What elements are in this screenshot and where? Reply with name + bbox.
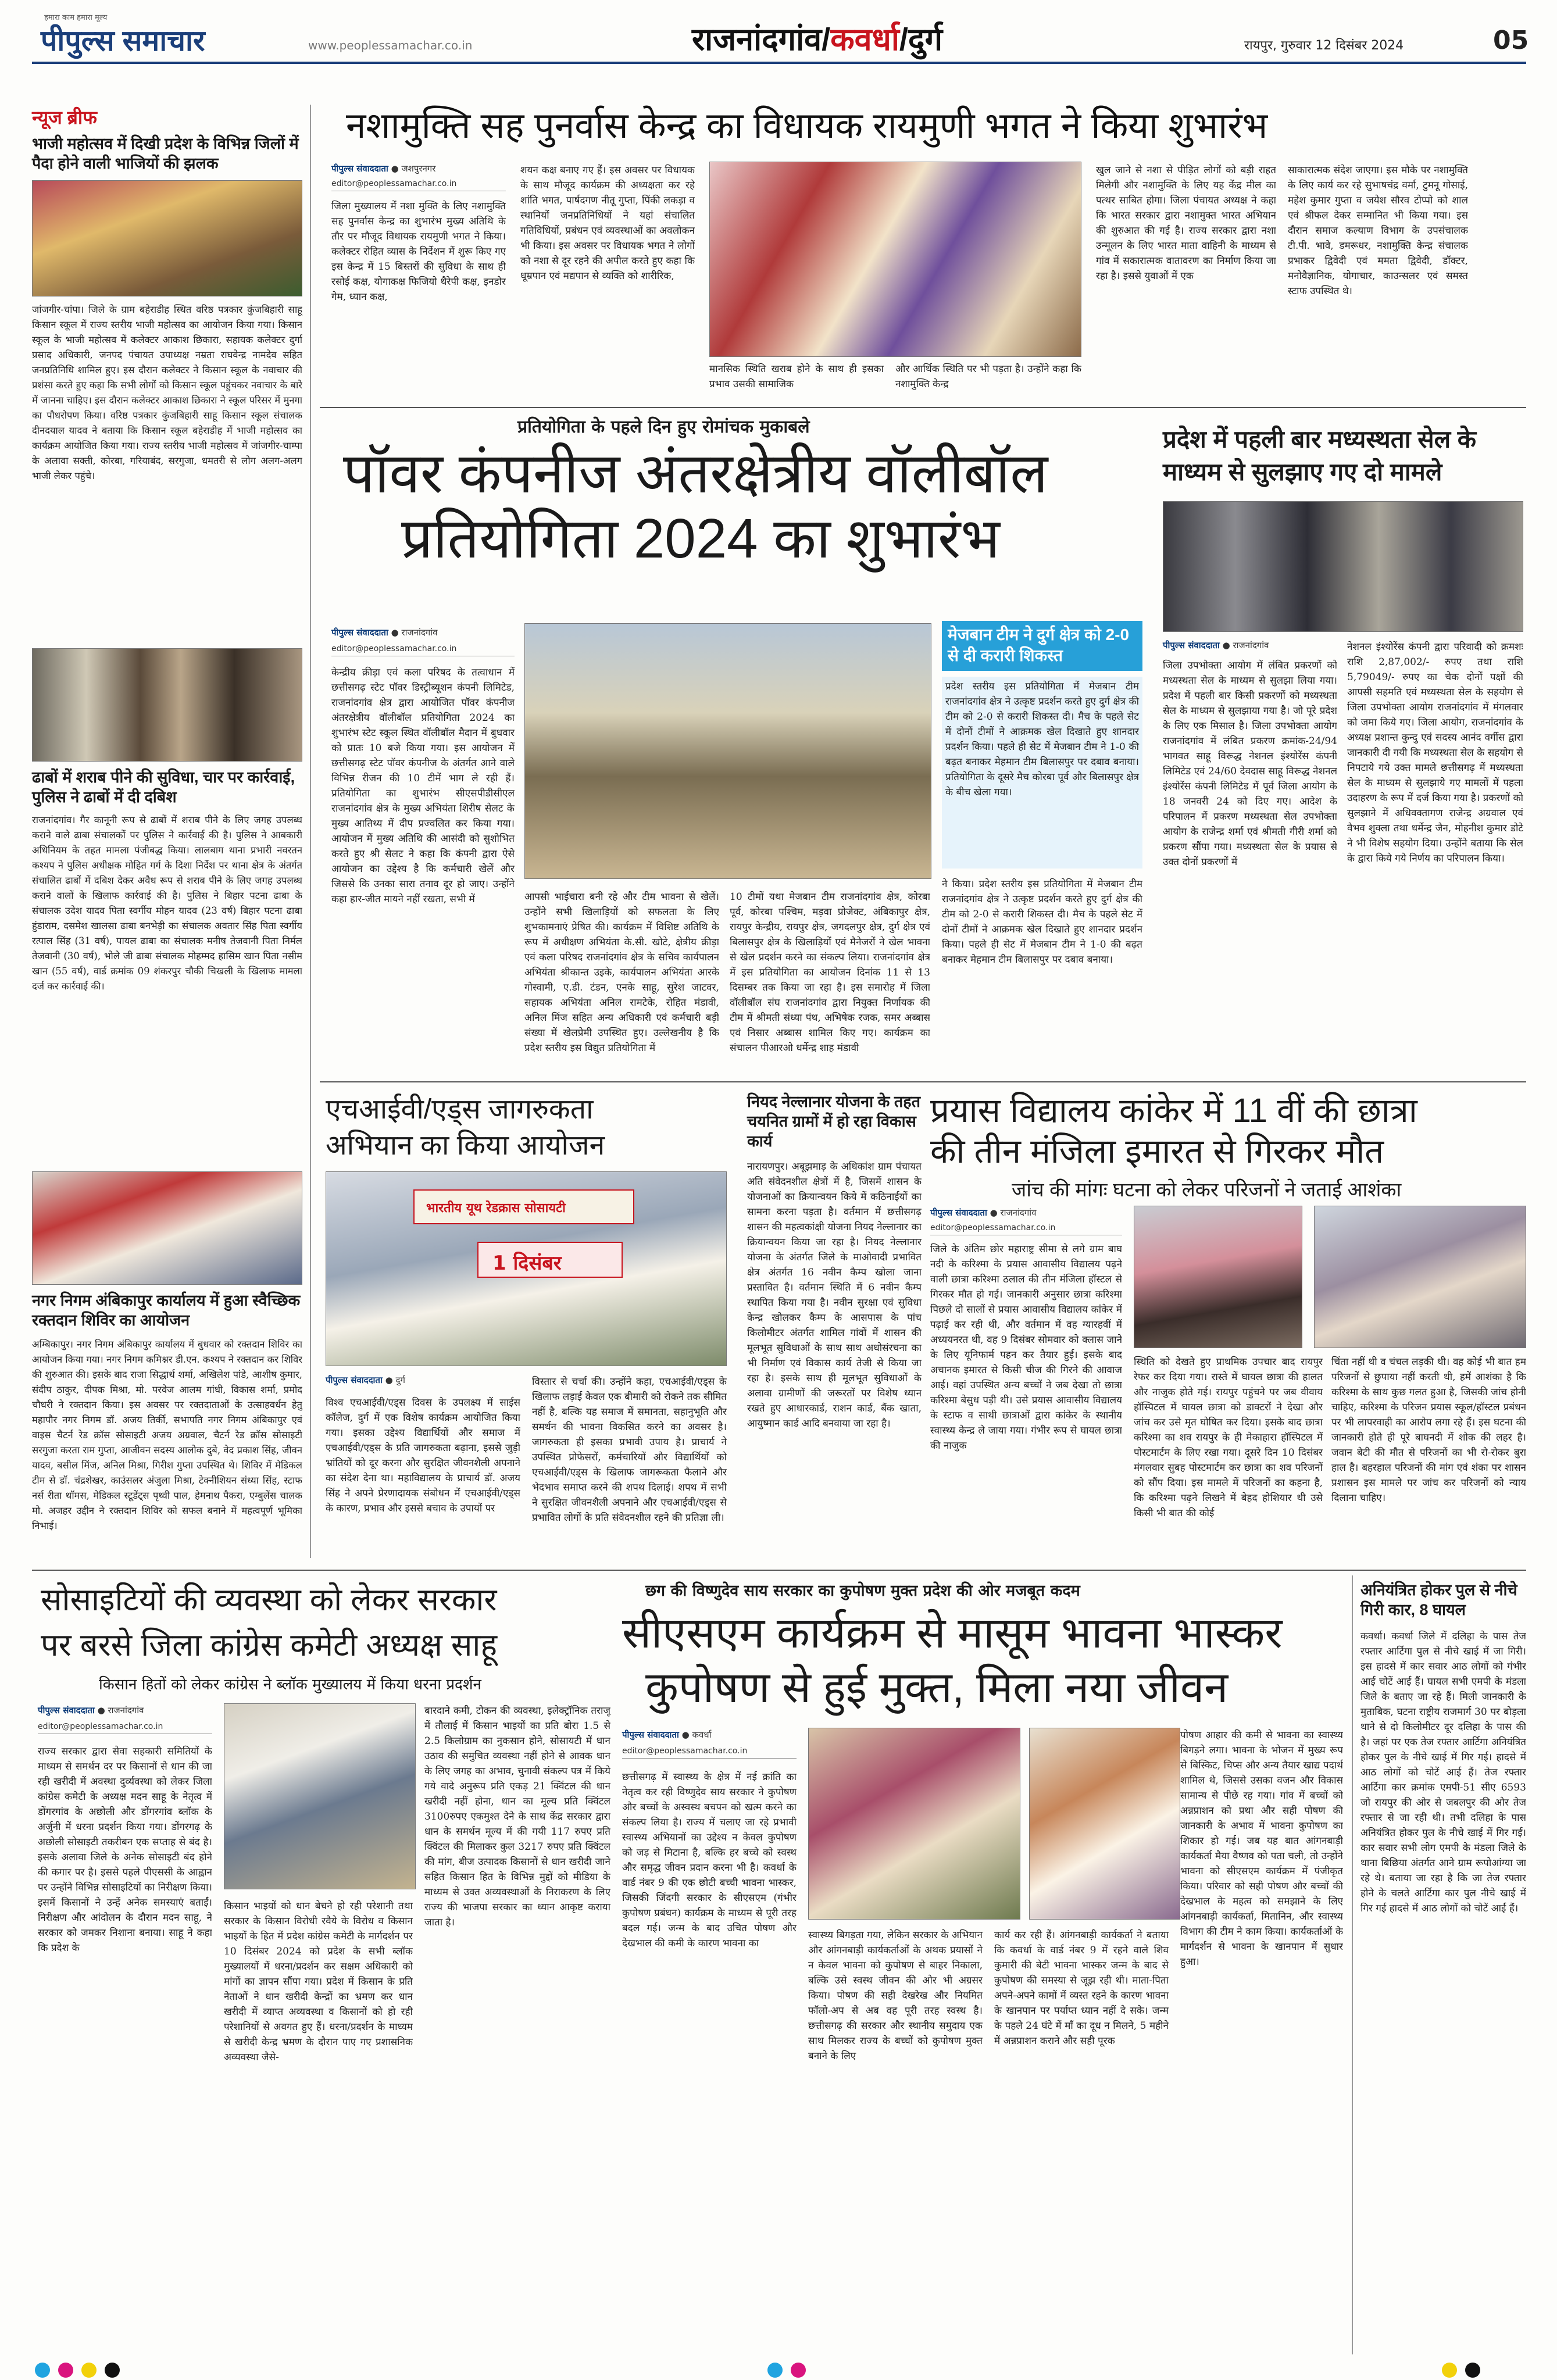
registration-dot-yellow: [81, 2363, 97, 2378]
byline-place: राजनांदगांव: [108, 1705, 144, 1716]
top-story-photo: [709, 162, 1081, 357]
brief2-photo: [32, 648, 302, 762]
top-story-col1: जिला मुख्यालय में नशा मुक्ति के लिए नशामुक्ति सह पुनर्वास केन्द्र का शुभारंभ मुख्य अतिथि के तौर पर मौजूद विधायक रायमुणी भगत ने किया। कलेक्टर रोहित व्यास के निर्देशन में शुरू किए गए इस केन्द्र में 15 बिस्तरों की सुविधा के साथ ही रसोई कक्ष, योगाकक्ष फिजियो थैरेपी कक्ष, इनडोर गेम, ध्यान कक्ष,: [331, 201, 506, 303]
news-brief-column: [32, 105, 302, 1531]
news-brief-text: न्यूज ब्रीफ: [32, 107, 97, 128]
hiv-date-banner: [477, 1242, 623, 1278]
sidebox-header: [942, 621, 1142, 671]
prayas-col1: जिले के अंतिम छोर महाराष्ट्र सीमा से लगे ग्राम बाघ नदी के करिश्मा के प्रयास आवासीय विद्यालय पढ़ने वाली छात्रा करिश्मा ठलाल की तीन मंजिला हॉस्टल से गिरकर मौत हो गई। जानकारी अनुसार छात्रा करिश्मा पिछले दो सालों से प्रयास आवासीय विद्यालय कांकेर में पढ़ाई कर रही थी, और वर्तमान में वह ग्यारहवीं में अध्ययनरत थी, वह 9 दिसंबर सोमवार को क्लास जाने के लिए यूनिफार्म पहन कर तैयार हुई। इसके बाद अचानक इमारत से किसी चीज की गिरने की आवाज आई। वहां उपस्थित अन्य बच्चों ने जब देखा तो छात्रा करिश्मा बेसुध पड़ी थी। उसे प्रयास आवासीय विद्यालय के स्टाफ व साथी छात्राओं द्वारा कांकेर के स्थानीय स्वास्थ्य केन्द्र ले जाया गया। गंभीर रूप से घायल छात्रा की नाजुक: [930, 1243, 1122, 1452]
mediation-col1: जिला उपभोक्ता आयोग में लंबित प्रकरणों को मध्यस्थता सेल के माध्यम से सुलझा लिया गया। प्रदेश में पहली बार किसी प्रकरणों को मध्यस्थता सेल के माध्यम से सुलझाया गया है। जो पूरे प्रदेश के लिए एक मिसाल है। जिला उपभोक्ता आयोग राजनांदगांव में लंबित प्रकरण क्रमांक-24/94 भागवत साहू विरूद्ध नेशनल इंश्योरेंस कंपनी लिमिटेड एवं 24/60 देवदास साहू विरूद्ध नेशनल इंश्योरेंस कंपनी लिमिटेड में पूर्व जिला आयोग के 18 जनवरी 24 को दिए गए। आदेश के परिपालन में प्रकरण मध्यस्थता सेल उपभोक्ता आयोग के राजेन्द्र शर्मा एवं श्रीमती गीरी शर्मा को प्रकरण सौंपा गया। मध्यस्थता सेल के प्रयास से उक्त दोनों प्रकरणों में: [1163, 660, 1337, 868]
hiv-banner-text: भारतीय यूथ रेडक्रास सोसायटी: [426, 1201, 566, 1216]
accident-body: कवर्धा। कवर्धा जिले में दलिहा के पास तेज रफ्तार आर्टिगा पुल से नीचे खाई में जा गिरी। इस हादसे में कार सवार आठ लोगों को गंभीर आई चोटें आई हैं। घायल सभी एमपी के मंडला जिले के बताए जा रहे हैं। मिली जानकारी के मुताबिक, घटना राष्ट्रीय राजमार्ग 30 पर बोड़ला थाने से दो किलोमीटर दूर दलिहा के पास की है। जहां पर एक तेज रफ्तार आर्टिगा अनियंत्रित होकर पुल के नीचे खाई में गिर गई। हादसे में आठ लोगों को चोटें आई हैं। तेज रफ्तार आर्टिगा कार क्रमांक एमपी-51 सीए 6593 जो रायपुर की ओर से जबलपुर की ओर तेज रफ्तार से जा रही थी। तभी दलिहा के पास अनियंत्रित होकर पुल के नीचे खाई में गिर गई। कार सवार सभी लोग एमपी के मंडला जिले के थाना बिछिया अंतर्गत आने ग्राम रूपोआंग्या जा रहे थे। बताया जा रहा है कि जा तेज रफ्तार होने के चलते आर्टिगा कार पुल नीचे खाई में गिर गई हादसे में आठ लोगों को चोटें आईं हैं।: [1360, 1631, 1526, 1914]
registration-dot-yellow-2: [1442, 2363, 1457, 2378]
city-part-2: कवर्धा: [830, 22, 899, 57]
brief2-body: राजनांदगांव। गैर कानूनी रूप से ढाबों में शराब पीने के लिए जगह उपलब्ध कराने वाले ढाबा संचालकों पर पुलिस ने कार्रवाई की है। पुलिस ने आबकारी अधिनियम के तहत मामला पंजीबद्ध किया। लालबाग थाना प्रभारी नवरतन कश्यप ने पुलिस अधीक्षक मोहित गर्ग के दिशा निर्देश पर थाना क्षेत्र के अंतर्गत संचालित ढाबों में दबिश देकर अवैध रूप से शराब पीने के लिए जगह उपलब्ध कराने वालों के खिलाफ कार्रवाई की है। पुलिस ने बिहार पटना ढाबा के संचालक उदेश यादव पिता स्वर्गीय मोहन यादव (23 वर्ष) बिहार पटना ढाबा हुंडाराम, दसमेश खालसा ढाबा बनभेड़ी का संचालक अवतार सिंह पिता स्वर्गीय रत्पाल सिंह (31 वर्ष), पायल ढाबा का संचालक मनीष तेजवानी पिता निर्मल तेजवानी (30 वर्ष), भोले जी ढाबा संचालक मोहम्मद हासिम खान पिता नसीम खान (55 वर्ष), वार्ड क्रमांक 09 शंकरपुर चौकी चिखली के खिलाफ मामला दर्ज कर कार्रवाई की।: [32, 814, 302, 992]
byline-place: दुर्ग: [395, 1375, 405, 1385]
cmam-headline-1: सीएसएम कार्यक्रम से मासूम भावना भास्कर: [622, 1609, 1283, 1657]
cmam-photo-1: [808, 1728, 1020, 1920]
hiv-story: [320, 1087, 738, 1570]
registration-dot-black: [105, 2363, 120, 2378]
sidebox-body: ने किया। प्रदेश स्तरीय इस प्रतियोगिता में मेजबान टीम राजनांदगांव क्षेत्र ने उत्कृष्ट प्रदर्शन करते हुए दुर्ग क्षेत्र की टीम को 2-0 से करारी शिकस्त दी। मैच के पहले सेट में दोनों टीमों ने आक्रमक खेल दिखाते हुए शानदार प्रदर्शन किया। पहले ही सेट में मेजबान टीम ने 1-0 की बढ़त बनाकर मेहमान टीम बिलासपुर पर दबाव बनाया।: [942, 878, 1142, 966]
print-registration-bar: [0, 2360, 1557, 2380]
top-story-headline: नशामुक्ति सह पुनर्वास केन्द्र का विधायक रायमुणी भगत ने किया शुभारंभ: [346, 106, 1268, 146]
congress-subhead: किसान हितों को लेकर कांग्रेस ने ब्लॉक मुख्यालय में किया धरना प्रदर्शन: [99, 1676, 481, 1693]
top-story-col2: शयन कक्ष बनाए गए हैं। इस अवसर पर विधायक के साथ मौजूद कार्यक्रम की अध्यक्षता कर रहे शांति भगत, पार्षदगण नीतू गुप्ता, पिंकी लकड़ा व स्थानियों जनप्रतिनिधियों ने यहां संचालित गतिविधियों, प्रबंधन एवं व्यवस्थाओं का अवलोकन भी किया। इस अवसर पर विधायक भगत ने लोगों को नशा से दूर रहने की अपील करते हुए कहा कि धूम्रपान एवं मद्यपान से व्यक्ति को शारीरिक,: [520, 165, 695, 282]
sidebox-highlight: प्रदेश स्तरीय इस प्रतियोगिता में मेजबान टीम राजनांदगांव क्षेत्र ने उत्कृष्ट प्रदर्शन करते हुए दुर्ग क्षेत्र की टीम को 2-0 से करारी शिकस्त दी। मैच के पहले सेट में दोनों टीमों ने आक्रमक खेल दिखाते हुए शानदार प्रदर्शन किया। पहले ही सेट में मेजबान टीम ने 1-0 की बढ़त बनाकर मेहमान टीम बिलासपुर पर दबाव बनाया। प्रतियोगिता के दूसरे मैच कोरबा पूर्व और बिलासपुर क्षेत्र के बीच खेला गया।: [942, 677, 1142, 869]
registration-dot-cyan-2: [767, 2363, 783, 2378]
byline-label: पीपुल्स संवाददाता: [930, 1207, 987, 1218]
mediation-photo: [1163, 501, 1523, 632]
byline-place: राजनांदगांव: [1233, 640, 1269, 651]
top-story-col6: साकारात्मक संदेश जाएगा। इस मौके पर नशामुक्ति के लिए कार्य कर रहे सुभाषचंद्र वर्मा, टुमनू गोसाई, महेश कुमार गुप्ता व जयेश सौरव टोप्पो को शाल एवं श्रीफल देकर सम्मानित भी किया गया। इस दौरान समाज कल्याण विभाग के उपसंचालक टी.पी. भावे, डमरूधर, नशामुक्ति केन्द्र संचालक प्रभाकर द्विवेदी एवं ममता द्विवेदी, डॉक्टर, मनोवैज्ञानिक, योगाचार, काउन्सलर एवं समस्त स्टाफ उपस्थित थे।: [1288, 165, 1468, 297]
cmam-col1: स्वास्थ्य बिगड़ता गया, लेकिन सरकार के अभियान और आंगनबाड़ी कार्यकर्ताओं के अथक प्रयासों ने न केवल भावना को कुपोषण से बाहर निकाला, बल्कि उसे स्वस्थ जीवन की ओर भी अग्रसर किया। पोषण की सही देखरेख और नियमित फॉलो-अप से अब वह पूरी तरह स्वस्थ है। छत्तीसगढ़ की सरकार और स्थानीय समुदाय एक साथ मिलकर राज्य के बच्चों को कुपोषण मुक्त बनाने के लिए: [808, 1929, 983, 2062]
masthead-tagline: हमारा काम हमारा मूल्य: [44, 13, 108, 22]
byline-label: पीपुल्स संवाददाता: [326, 1375, 383, 1385]
byline-label: पीपुल्स संवाददाता: [331, 627, 388, 638]
prayas-photo-portrait: [1134, 1206, 1302, 1348]
volleyball-headline-2: प्रतियोगिता 2024 का शुभारंभ: [401, 508, 1000, 570]
congress-col2: किसान भाइयों को धान बेचने हो रही परेशानी तथा सरकार के किसान विरोधी रवैये के विरोध व किसान भाइयों के हित में प्रदेश कांग्रेस कमेटी के मार्गदर्शन पर 10 दिसंबर 2024 को प्रदेश के सभी ब्लॉक मुख्यालयों में धरना/प्रदर्शन कर सक्षम अधिकारी को मांगों का ज्ञापन सौंपा गया। प्रदेश में किसान के प्रति नेताओं ने धान खरीदी केन्द्रों का भ्रमण कर धान खरीदी में व्याप्त अव्यवस्था व किसानों को हो रही परेशानियों से अवगत हुए हैं। धरना/प्रदर्शन के माध्यम से खरीदी केन्द्र भ्रमण के दौरान पाए गए प्रशासनिक अव्यवस्था जैसे-: [224, 1900, 413, 2063]
city-part-3: /दुर्ग: [899, 22, 942, 57]
brief3-photo: [32, 1171, 302, 1285]
mid-horizontal-rule: [320, 1081, 1526, 1082]
masthead: [0, 0, 1557, 64]
hiv-col1: विश्व एचआईवी/एड्स दिवस के उपलक्ष्य में साईस कॉलेज, दुर्ग में एक विशेष कार्यक्रम आयोजित किया गया। इसका उद्देश्य विद्यार्थियों और समाज में एचआईवी/एड्स के प्रति जागरुकता बढ़ाना, इससे जुड़ी भ्रांतियों को दूर करना और सुरक्षित जीवनशैली अपनाने का संदेश देना था। महाविद्यालय के प्राचार्य डॉ. अजय सिंह ने अपने प्रेरणादायक संबोधन में एचआईवी/एड्स के कारण, प्रभाव और इससे बचाव के उपायों पर: [326, 1397, 520, 1514]
prayas-col2: स्थिति को देखते हुए प्राथमिक उपचार बाद रायपुर रेफर कर दिया गया। रास्ते में घायल छात्रा की हालत और नाजुक होते गई। रायपुर पहुंचने पर जब वीवाय हॉस्पिटल में घायल छात्रा को डाक्टरों ने देखा और जांच कर उसे मृत घोषित कर दिया। इसके बाद छात्रा करिश्मा का शव रायपुर के ही मेकाहारा हॉस्पिटल में पोस्टमार्टम के लिए रखा गया। दूसरे दिन 10 दिसंबर मंगलवार सुबह पोस्टमार्टम कर छात्रा का शव परिजनों को सौंप दिया। इस मामले में परिजनों का कहना है, कि करिश्मा पढ़ने लिखने में बेहद होशियार थी उसे किसी भी बात की कोई: [1134, 1356, 1323, 1519]
top-story-byline: पीपुल्स संवाददाता ● जशपुरनगर: [331, 163, 436, 174]
prayas-subhead: जांच की मांगः घटना को लेकर परिजनों ने जताई आशंका: [1012, 1179, 1402, 1201]
cmam-story: [622, 1575, 1346, 2354]
city-header: [692, 16, 942, 59]
prayas-byline: पीपुल्स संवाददाता ● राजनांदगांव: [930, 1207, 1037, 1218]
hiv-byline: पीपुल्स संवाददाता ● दुर्ग: [326, 1375, 405, 1385]
byline-label: पीपुल्स संवाददाता: [38, 1705, 95, 1716]
byline-label: पीपुल्स संवाददाता: [331, 163, 388, 174]
brief1-headline: भाजी महोत्सव में दिखी प्रदेश के विभिन्न जिलों में पैदा होने वाली भाजियों की झलक: [32, 135, 299, 172]
mediation-byline: पीपुल्स संवाददाता ● राजनांदगांव: [1163, 640, 1269, 651]
byline-place: कवर्धा: [692, 1729, 712, 1740]
volleyball-sidebox: [942, 621, 1142, 1074]
cmam-kicker: छग की विष्णुदेव साय सरकार का कुपोषण मुक्त प्रदेश की ओर मजबूत कदम: [645, 1582, 1080, 1600]
byline-label: पीपुल्स संवाददाता: [1163, 640, 1220, 651]
cmam-col3: पोषण आहार की कमी से भावना का स्वास्थ्य बिगड़ने लगा। भावना के भोजन में मुख्य रूप से बिस्किट, चिप्स और अन्य तैयार खाद्य पदार्थ शामिल थे, जिससे उसका वजन और विकास सामान्य से पीछे रह गया। गांव में बच्चों को अन्नप्राशन को प्रथा और सही पोषण की जानकारी के अभाव में भावना कुपोषण का शिकार हो गई। जब यह बात आंगनबाड़ी कार्यकर्ता मैया वैष्णव को पता चली, तो उन्होंने भावना को सीएसएम कार्यक्रम में पंजीकृत किया। परिवार को सही पोषण और बच्चों की देखभाल के महत्व को समझाने के लिए आंगनबाड़ी कार्यकर्ता, मितानिन, और स्वास्थ्य विभाग की टीम ने काम किया। कार्यकर्ताओं के मार्गदर्शन से भावना के खानपान में सुधार हुआ।: [1180, 1729, 1343, 1968]
registration-dot-cyan: [35, 2363, 50, 2378]
brief-column-divider: [310, 105, 311, 1558]
byline-place: राजनांदगांव: [401, 627, 438, 638]
top-story-email[interactable]: editor@peoplessamachar.co.in: [331, 179, 506, 191]
congress-col3: बारदाने कमी, टोकन की व्यवस्था, इलेक्ट्रॉनिक तराजू में तौलाई में किसान भाइयों का प्रति बोरा 1.5 से 2.5 किलोग्राम का नुकसान होने, सोसायटी में धान उठाव की समुचित व्यवस्था नहीं होने से आवक धान के लिए जगह का अभाव, चुनावी संकल्प पत्र में किये गये वादे अनुरूप प्रति एकड़ 21 क्विंटल की धान खरीदी नहीं होना, धान का मूल्य प्रति क्विंटल 3100रुपए एकमुश्त देने के साथ केंद्र सरकार द्वारा धान के समर्थन मूल्य में की गयी 117 रुपए प्रति क्विंटल की मिलाकर कुल 3217 रुपए प्रति क्विंटल की मांग, बीज उत्पादक किसानों से धान खरीदी जाने सहित किसान हित के विभिन्न मुद्दों को मीडिया के माध्यम से उक्त अव्यवस्थाओं के निराकरण के लिए राज्य की भाजपा सरकार का ध्यान आकृष्ट कराया जाता है।: [424, 1705, 610, 1928]
congress-headline-2: पर बरसे जिला कांग्रेस कमेटी अध्यक्ष साहू: [41, 1628, 497, 1663]
registration-dot-magenta: [58, 2363, 73, 2378]
page-number: 05: [1493, 26, 1529, 55]
hiv-banner-date: 1 दिसंबर: [492, 1252, 562, 1275]
hiv-photo: [326, 1171, 727, 1366]
paper-name: पीपुल्स समाचार: [41, 24, 205, 57]
lower-horizontal-rule: [32, 1570, 1526, 1571]
website-url[interactable]: www.peoplessamachar.co.in: [308, 38, 473, 52]
niyad-body: नारायणपुर। अबूझमाड़ के अधिकांश ग्राम पंचायत अति संवेदनशील क्षेत्रों में है, जिसमें शासन के योजनाओं का क्रियान्वयन किये में कठिनाईयों का सामना करना पड़ता है। वर्तमान में छत्तीसगढ़ शासन की महत्वकांक्षी योजना नियद नेल्लानार का क्रियान्वयन किया जा रहा है। नियद नेल्लानार योजना के अंतर्गत जिले के माओवादी प्रभावित क्षेत्र अंतर्गत 16 नवीन कैम्प खोला जाना प्रस्तावित है। वर्तमान स्थिति में 6 नवीन कैम्प स्थापित किया गया है। नवीन सुरक्षा एवं सुविधा केन्द्र खोलकर कैम्प के आसपास के पांच किलोमीटर अंतर्गत शामिल गांवों में शासन की मूलभूत सुविधाओं के साथ साथ अधोसंरचना का भी निर्माण एवं विकास कार्य तेजी से किया जा रहा है। इसके साथ ही मूलभूत सुविधाओं के अलावा ग्रामीणों की जरूरतों पर विशेष ध्यान रखते हुए आधारकार्ड, राशन कार्ड, बैंक खाता, आयुष्मान कार्ड आदि बनवाया जा रहा है।: [747, 1161, 922, 1430]
top-story-col3: मानसिक स्थिति खराब होने के साथ ही इसका प्रभाव उसकी सामाजिक: [709, 363, 884, 390]
congress-headline-1: सोसाइटियों की व्यवस्था को लेकर सरकार: [41, 1582, 497, 1617]
prayas-photo-hospital: [1314, 1206, 1526, 1348]
brief3-body: अम्बिकापुर। नगर निगम अंबिकापुर कार्यालय में बुधवार को रक्तदान शिविर का आयोजन किया गया। नगर निगम कमिश्नर डी.एन. कश्यप ने रक्तदान कर शिविर की शुरुआत की। इसके बाद राजा सिद्धार्थ शर्मा, अखिलेश पांडे, आशीष कुमार, संदीप ठाकुर, दीपक मिश्रा, मो. परवेज आलम गांधी, विकास शर्मा, प्रमोद चौधरी ने रक्तदान किया। इस अवसर पर रक्तदाताओं के उत्साहवर्धन हेतु महापौर नगर निगम डॉ. अजय तिर्की, सभापति नगर निगम अंबिकापुर एवं वाइस चैटर्न रेड क्रॉस सोसाइटी अजय अग्रवाल, चैटर्न रेड क्रॉस सोसाइटी सरगुजा करता राम गुप्ता, आजीवन सदस्य आलोक दुबे, वेद प्रकाश सिंह, जीवन यादव, बसील मिंज, अनिल मिश्रा, गिरीश गुप्ता उपस्थित थे। शिविर में मेडिकल टीम से डॉ. चंद्रशेखर, काउंसलर अंजुला मिश्रा, टेक्नीशियन संध्या सिंह, स्टाफ नर्स रीता थॉमस, मेडिकल स्टूडेंट्स पृथ्वी पाल, हेमनाथ पैकरा, एम्बुलेंस चालक मो. अजहर उद्दीन ने रक्तदान शिविर को सफल बनाने में महत्वपूर्ण भूमिका निभाई।: [32, 1339, 302, 1531]
accident-column-divider: [1352, 1575, 1353, 2354]
hiv-col2: विस्तार से चर्चा की। उन्होंने कहा, एचआईवी/एड्स के खिलाफ लड़ाई केवल एक बीमारी को रोकने तक सीमित नहीं है, बल्कि यह समाज में समानता, सहानुभूति और समर्थन की भावना विकसित करने का अवसर है। जागरुकता ही इसका प्रभावी उपाय है। प्राचार्य ने उपस्थित प्रोफेसरों, कर्मचारियों और विद्यार्थियों को एचआईवी/एड्स के खिलाफ जागरूकता फैलाने और भेदभाव समाप्त करने की शपथ दिलाई। शपथ में सभी ने सुरक्षित जीवनशैली अपनाने और एचआईवी/एड्स से प्रभावित लोगों के प्रति संवेदनशील रहने की प्रतिज्ञा ली।: [532, 1376, 727, 1524]
prayas-story: [930, 1087, 1526, 1570]
cmam-email[interactable]: editor@peoplessamachar.co.in: [622, 1746, 797, 1759]
brief2-headline: ढाबों में शराब पीने की सुविधा, चार पर कार्रवाई, पुलिस ने ढाबों में दी दबिश: [32, 769, 295, 806]
byline-place: राजनांदगांव: [1000, 1207, 1037, 1218]
congress-col1: राज्य सरकार द्वारा सेवा सहकारी समितियों के माध्यम से समर्थन दर पर किसानों से धान की जा रही खरीदी में अवस्था दुर्व्यवस्था को लेकर जिला कांग्रेस कमेटी के अध्यक्ष मदन साहू के नेतृत्व में डोंगरगांव के अछोली और डोंगरगांव ब्लॉक के अर्जुनी में धरना प्रदर्शन किया गया। डोंगरगढ़ के अछोली सोसाइटी तकरीबन एक सप्ताह से बंद है। इसके अलावा जिले के अनेक सोसाइटी बंद होने की कगार पर है। इससे पहले पीएससी के आह्वान पर उन्होंने विभिन्न सोसाइटियों का निरीक्षण किया। इसमें किसानों ने उन्हें अनेक समस्याएं बताईं। निरीक्षण और आंदोलन के दौरान मदन साहू, ने सरकार को जमकर निशाना बनाया। साहू ने कहा कि प्रदेश के: [38, 1746, 212, 1954]
volleyball-photo: [524, 623, 931, 879]
accident-story: [1360, 1575, 1526, 2354]
cmam-col2: कार्य कर रही हैं। आंगनबाड़ी कार्यकर्ता ने बताया कि कवर्धा के वार्ड नंबर 9 में रहने वाले शिव कुमारी की बेटी भावना भास्कर जन्म के बाद से कुपोषण की समस्या से जूझ रही थी। माता-पिता अपने-अपने कामों में व्यस्त रहने के कारण भावना के खानपान पर पर्याप्त ध्यान नहीं दे सके। जन्म के पहले 24 घंटे में माँ का दूध न मिलने, 5 महीने में अन्नप्राशन कराने और सही पूरक: [994, 1929, 1169, 2047]
volleyball-col2: आपसी भाईचारा बनी रहे और टीम भावना से खेलें। उन्होंने सभी खिलाड़ियों को सफलता के लिए शुभकामनाएं प्रेषित की। कार्यक्रम में विशिष्ट अतिथि के रूप में अधीक्षण अभियंता के.सी. खोटे, क्षेत्रीय क्रीड़ा एवं कला परिषद राजनांदगांव क्षेत्र के सचिव कार्यपालन अभियंता श्रीकान्त उइके, कार्यपालन अभियंता आरके गोस्वामी, ए.डी. टंडन, एनके साहू, सुरेश जाटवर, सहायक अभियंता अनिल रामटेके, रोहित मंडावी, अनिल मिंज सहित अन्य अधिकारी एवं कर्मचारी बड़ी संख्या में खेलप्रेमी उपस्थित हुए। उल्लेखनीय है कि प्रदेश स्तरीय इस विद्युत प्रतियोगिता में: [524, 891, 719, 1054]
brief1-photo: [32, 180, 302, 296]
hiv-headline: एचआईवी/एड्स जागरुकता अभियान का किया आयोजन: [326, 1094, 605, 1161]
mediation-headline: प्रदेश में पहली बार मध्यस्थता सेल के माध्यम से सुलझाए गए दो मामले: [1163, 426, 1476, 485]
top-story: [320, 93, 1526, 407]
hiv-banner: [413, 1189, 634, 1224]
prayas-headline-1: प्रयास विद्यालय कांकेर में 11 वीं की छात्रा: [930, 1092, 1417, 1130]
niyad-headline: नियद नेल्लानार योजना के तहत चयनित ग्रामों में हो रहा विकास कार्य: [747, 1093, 920, 1150]
sidebox-headline: मेजबान टीम ने दुर्ग क्षेत्र को 2-0 से दी करारी शिकस्त: [948, 626, 1130, 664]
mediation-col2: नेशनल इंश्योरेंस कंपनी द्वारा परिवादी को क्रमशः राशि 2,87,002/- रुपए तथा राशि 5,79049/- रुपए का चेक दोनों पक्षों की आपसी सहमति एवं मध्यस्थता सेल के सहयोग से जिला उपभोक्ता आयोग राजनांदगांव में मंगलवार को जमा किये गए। जिला आयोग, राजनांदगांव के अध्यक्ष प्रशान्त कुन्दु एवं सदस्य आनंद वर्गीस द्वारा जानकारी दी गयी कि मध्यस्थता सेल के सहयोग से निपटाये गये उक्त मामले छत्तीसगढ़ में मध्यस्थता सेल के माध्यम से सुलझाये गए मामलों में पहला उदाहरण के रूप में दर्ज किया गया है। प्रकरणों को सुलझाने में अधिवक्तागण राजेन्द्र अग्रवाल एवं वैभव शुक्ला तथा धर्मेन्द्र जैन, मोहनीश कुमार डोटे ने भी विशेष सहयोग दिया। उन्होंने बताया कि सेल के द्वारा किये गये निर्णय का परिपालन किया।: [1347, 641, 1523, 864]
top-story-bottom-rule: [320, 407, 1526, 408]
masthead-rule: [32, 62, 1526, 64]
prayas-headline-2: की तीन मंजिला इमारत से गिरकर मौत: [930, 1132, 1384, 1170]
registration-dot-black-2: [1465, 2363, 1480, 2378]
registration-dot-magenta-2: [791, 2363, 806, 2378]
byline-place: जशपुरनगर: [401, 163, 436, 174]
city-part-1: राजनांदगांव/: [692, 22, 831, 57]
issue-date: रायपुर, गुरुवार 12 दिसंबर 2024: [1244, 38, 1404, 53]
prayas-col3: चिंता नहीं थी व चंचल लड़की थी। वह कोई भी बात हम परिजनों से छुपाया नहीं करती थी, हमें आशंका है कि करिश्मा के साथ कुछ गलत हुआ है, जिसकी जांच होनी चाहिए, करिश्मा के परिजन प्रयास स्कूल/हॉस्टल प्रबंधन पर भी लापरवाही का आरोप लगा रहे हैं। इस घटना की जानकारी होते ही पूरे बाघनदी में शोक की लहर है। जवान बेटी की मौत से परिजनों का भी रो-रोकर बुरा हाल है। बहरहाल परिजनों की मांग एवं शंका पर शासन प्रशासन इस मामले पर जांच कर परिजनों को न्याय दिलाना चाहिए।: [1331, 1356, 1526, 1504]
byline-label: पीपुल्स संवाददाता: [622, 1729, 679, 1740]
cmam-byline: पीपुल्स संवाददाता ● कवर्धा: [622, 1729, 712, 1740]
cmam-headline-2: कुपोषण से हुई मुक्त, मिला नया जीवन: [645, 1663, 1229, 1711]
brief3-headline: नगर निगम अंबिकापुर कार्यालय में हुआ स्वैच्छिक रक्तदान शिविर का आयोजन: [32, 1292, 301, 1329]
congress-email[interactable]: editor@peoplessamachar.co.in: [38, 1722, 212, 1734]
top-story-col4: और आर्थिक स्थिति पर भी पड़ता है। उन्होंने कहा कि नशामुक्ति केन्द्र: [895, 363, 1081, 390]
congress-story: [32, 1575, 613, 2354]
brief1-body: जांजगीर-चांपा। जिले के ग्राम बहेराडीह स्थित वरिष्ठ पत्रकार कुंजबिहारी साहू किसान स्कूल में राज्य स्तरीय भाजी महोत्सव का आयोजन किया गया। किसान स्कूल के भाजी महोत्सव में कलेक्टर आकाश छिकारा, सहायक कलेक्टर दुर्गा प्रसाद अधिकारी, जनपद पंचायत उपाध्यक्ष नम्रता राघवेन्द्र नामदेव सहित जनप्रतिनिधि शामिल हुए। इस दौरान कलेक्टर ने किसान स्कूल के नवाचार की प्रशंसा करते हुए कहा कि सभी लोगों को किसान स्कूल पहुंचकर नवाचार के बारे में जानना चाहिए। इस दौरान कलेक्टर आकाश छिकारा ने स्कूल परिसर में मुनगा का पौधरोपण किया। वरिष्ठ पत्रकार कुंजबिहारी साहू किसान स्कूल संचालक दीनदयाल यादव ने बताया कि किसान स्कूल बहेराडीह में भाजी महोत्सव का कार्यक्रम आयोजित किया गया। राज्य स्तरीय भाजी महोत्सव में जांजगीर-चाम्पा के अलावा सक्ती, कोरबा, गरियाबंद, सरगुजा, धमतरी से लोग अलग-अलग भाजी लेकर पहुंचे।: [32, 304, 302, 481]
news-brief-label: [32, 105, 97, 130]
volleyball-email[interactable]: editor@peoplessamachar.co.in: [331, 644, 515, 656]
accident-headline: अनियंत्रित होकर पुल से नीचे गिरी कार, 8 घायल: [1360, 1581, 1517, 1618]
volleyball-col1: केन्द्रीय क्रीड़ा एवं कला परिषद के तत्वाधान में छत्तीसगढ़ स्टेट पॉवर डिस्ट्रीब्यूशन कंपनी लिमिटेड, राजनांदगांव क्षेत्र द्वारा आयोजित पॉवर कंपनीज अंतरक्षेत्रीय वॉलीबॉल प्रतियोगिता 2024 का शुभारंभ स्टेट स्कूल स्थित वॉलीबॉल मैदान में बुधवार को प्रातः 10 बजे किया गया। इस आयोजन में छत्तीसगढ़ स्टेट पॉवर कंपनीज के अंतर्गत आने वाले विभिन्न रीजन की 10 टीमें भाग ले रही हैं। प्रतियोगिता का शुभारंभ सीएसपीडीसीएल राजनांदगांव क्षेत्र के मुख्य अभियंता शिरीष सेलट के मुख्य आतिथ्य में दीप प्रज्वलित कर किया गया। आयोजन में मुख्य अतिथि की आसंदी को सुशोभित करते हुए श्री सेलट ने कहा कि कंपनी द्वारा ऐसे आयोजन का उद्देश्य है कि कर्मचारी खेलें और जिससे कि उनका सारा तनाव दूर हो जाए। उन्होंने कहा हार-जीत मायने नहीं रखता, सभी में: [331, 667, 515, 905]
volleyball-col3: 10 टीमों यथा मेजबान टीम राजनांदगांव क्षेत्र, कोरबा पूर्व, कोरबा पश्चिम, मड़वा प्रोजेक्ट, अंबिकापुर क्षेत्र, रायपुर केन्द्रीय, रायपुर क्षेत्र, जगदलपुर क्षेत्र, दुर्ग क्षेत्र एवं बिलासपुर क्षेत्र के खिलाड़ियों एवं मैनेजरों ने खेल भावना से खेल प्रदर्शन करने का संकल्प लिया। राजनांदगांव क्षेत्र में इस प्रतियोगिता का आयोजन दिनांक 11 से 13 दिसम्बर तक किया जा रहा है। इस समारोह में जिला वॉलीबॉल संघ राजनांदगांव द्वारा नियुक्त निर्णायक की टीम में श्रीमती संध्या पंथ, अभिषेक रजक, समर अब्बास एवं निसार अब्बास शामिल किए गए। कार्यक्रम का संचालन पीआरओ धर्मेन्द्र शाह मंडावी: [730, 891, 930, 1054]
prayas-email[interactable]: editor@peoplessamachar.co.in: [930, 1223, 1122, 1235]
congress-byline: पीपुल्स संवाददाता ● राजनांदगांव: [38, 1705, 144, 1716]
congress-photo: [224, 1703, 416, 1889]
volleyball-byline: पीपुल्स संवाददाता ● राजनांदगांव: [331, 627, 438, 638]
cmam-photo-2: [1029, 1728, 1180, 1920]
cmam-intro: छत्तीसगढ़ में स्वास्थ्य के क्षेत्र में नई क्रांति का नेतृत्व कर रही विष्णुदेव साय सरकार ने कुपोषण और बच्चों के अस्वस्थ बचपन को खत्म करने का संकल्प लिया है। राज्य में चलाए जा रहे प्रभावी स्वास्थ्य अभियानों का उद्देश्य न केवल कुपोषण को जड़ से मिटाना है, बल्कि हर बच्चे को स्वस्थ और समृद्ध जीवन प्रदान करना भी है। कवर्धा के वार्ड नंबर 9 की एक छोटी बच्ची भावना भास्कर, जिसकी जिंदगी सरकार के सीएसएम (गंभीर कुपोषण प्रबंधन) कार्यक्रम के माध्यम से पूरी तरह बदल गई। जन्म के बाद उचित पोषण और देखभाल की कमी के कारण भावना का: [622, 1771, 797, 1949]
volleyball-kicker: प्रतियोगिता के पहले दिन हुए रोमांचक मुकाबले: [517, 417, 810, 437]
niyad-story: [747, 1087, 922, 1570]
volleyball-headline-1: पॉवर कंपनीज अंतरक्षेत्रीय वॉलीबॉल: [343, 442, 1048, 505]
top-story-col5: खुल जाने से नशा से पीड़ित लोगों को बड़ी राहत मिलेगी और नशामुक्ति के लिए यह केंद्र मील का पत्थर साबित होगा। जिला पंचायत अध्यक्ष ने कहा कि भारत सरकार द्वारा नशामुक्त भारत अभियान की शुरुआत की गई है। राज्य सरकार द्वारा नशा उन्मूलन के लिए भारत माता वाहिनी के माध्यम से गांव में सकारात्मक वातावरण का निर्माण किया जा रहा है। इससे युवाओं में एक: [1096, 165, 1276, 282]
